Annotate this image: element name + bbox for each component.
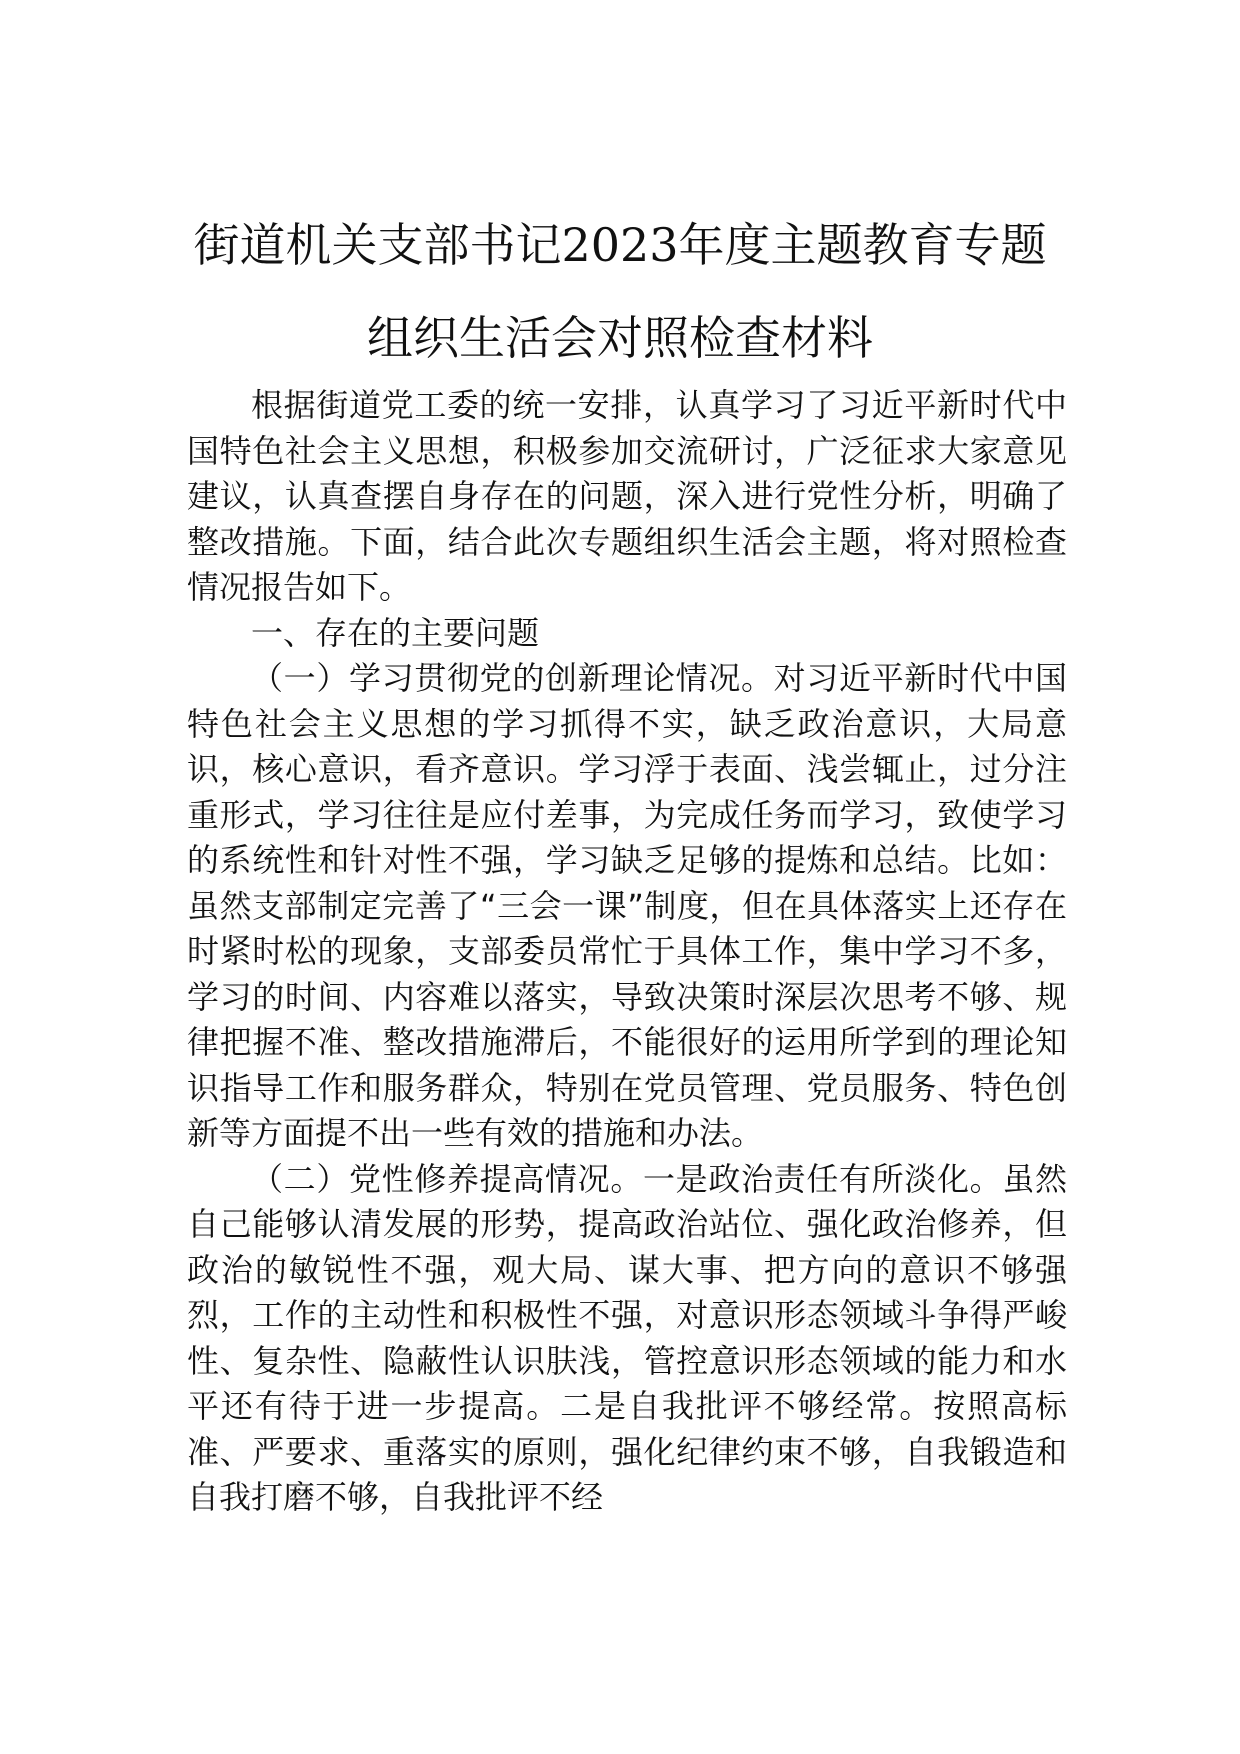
document-title-line-2: 组织生活会对照检查材料: [367, 311, 873, 365]
intro-paragraph: 根据街道党工委的统一安排，认真学习了习近平新时代中国特色社会主义思想，积极参加交流研讨，广泛征求大家意见建议，认真查摆自身存在的问题，深入进行党性分析，明确了整改措施。下面，结合此次专题组织生活会主题，将对照检查情况报告如下。: [187, 386, 1067, 606]
paragraph-study-theory: （一）学习贯彻党的创新理论情况。对习近平新时代中国特色社会主义思想的学习抓得不实，缺乏政治意识，大局意识，核心意识，看齐意识。学习浮于表面、浅尝辄止，过分注重形式，学习往往是应付差事，为完成任务而学习，致使学习的系统性和针对性不强，学习缺乏足够的提炼和总结。比如：虽然支部制定完善了“三会一课”制度，但在具体落实上还存在时紧时松的现象，支部委员常忙于具体工作，集中学习不多，学习的时间、内容难以落实，导致决策时深层次思考不够、规律把握不准、整改措施滞后，不能很好的运用所学到的理论知识指导工作和服务群众，特别在党员管理、党员服务、特色创新等方面提不出一些有效的措施和办法。: [187, 659, 1067, 1152]
section-heading-1: 一、存在的主要问题: [251, 613, 540, 652]
document-title-line-1: 街道机关支部书记2023年度主题教育专题: [193, 218, 1047, 272]
paragraph-party-spirit: （二）党性修养提高情况。一是政治责任有所淡化。虽然自己能够认清发展的形势，提高政治站位、强化政治修养，但政治的敏锐性不强，观大局、谋大事、把方向的意识不够强烈，工作的主动性和积极性不强，对意识形态领域斗争得严峻性、复杂性、隐蔽性认识肤浅，管控意识形态领域的能力和水平还有待于进一步提高。二是自我批评不够经常。按照高标准、严要求、重落实的原则，强化纪律约束不够，自我锻造和自我打磨不够，自我批评不经: [187, 1159, 1067, 1516]
document-body: [187, 383, 1067, 1521]
